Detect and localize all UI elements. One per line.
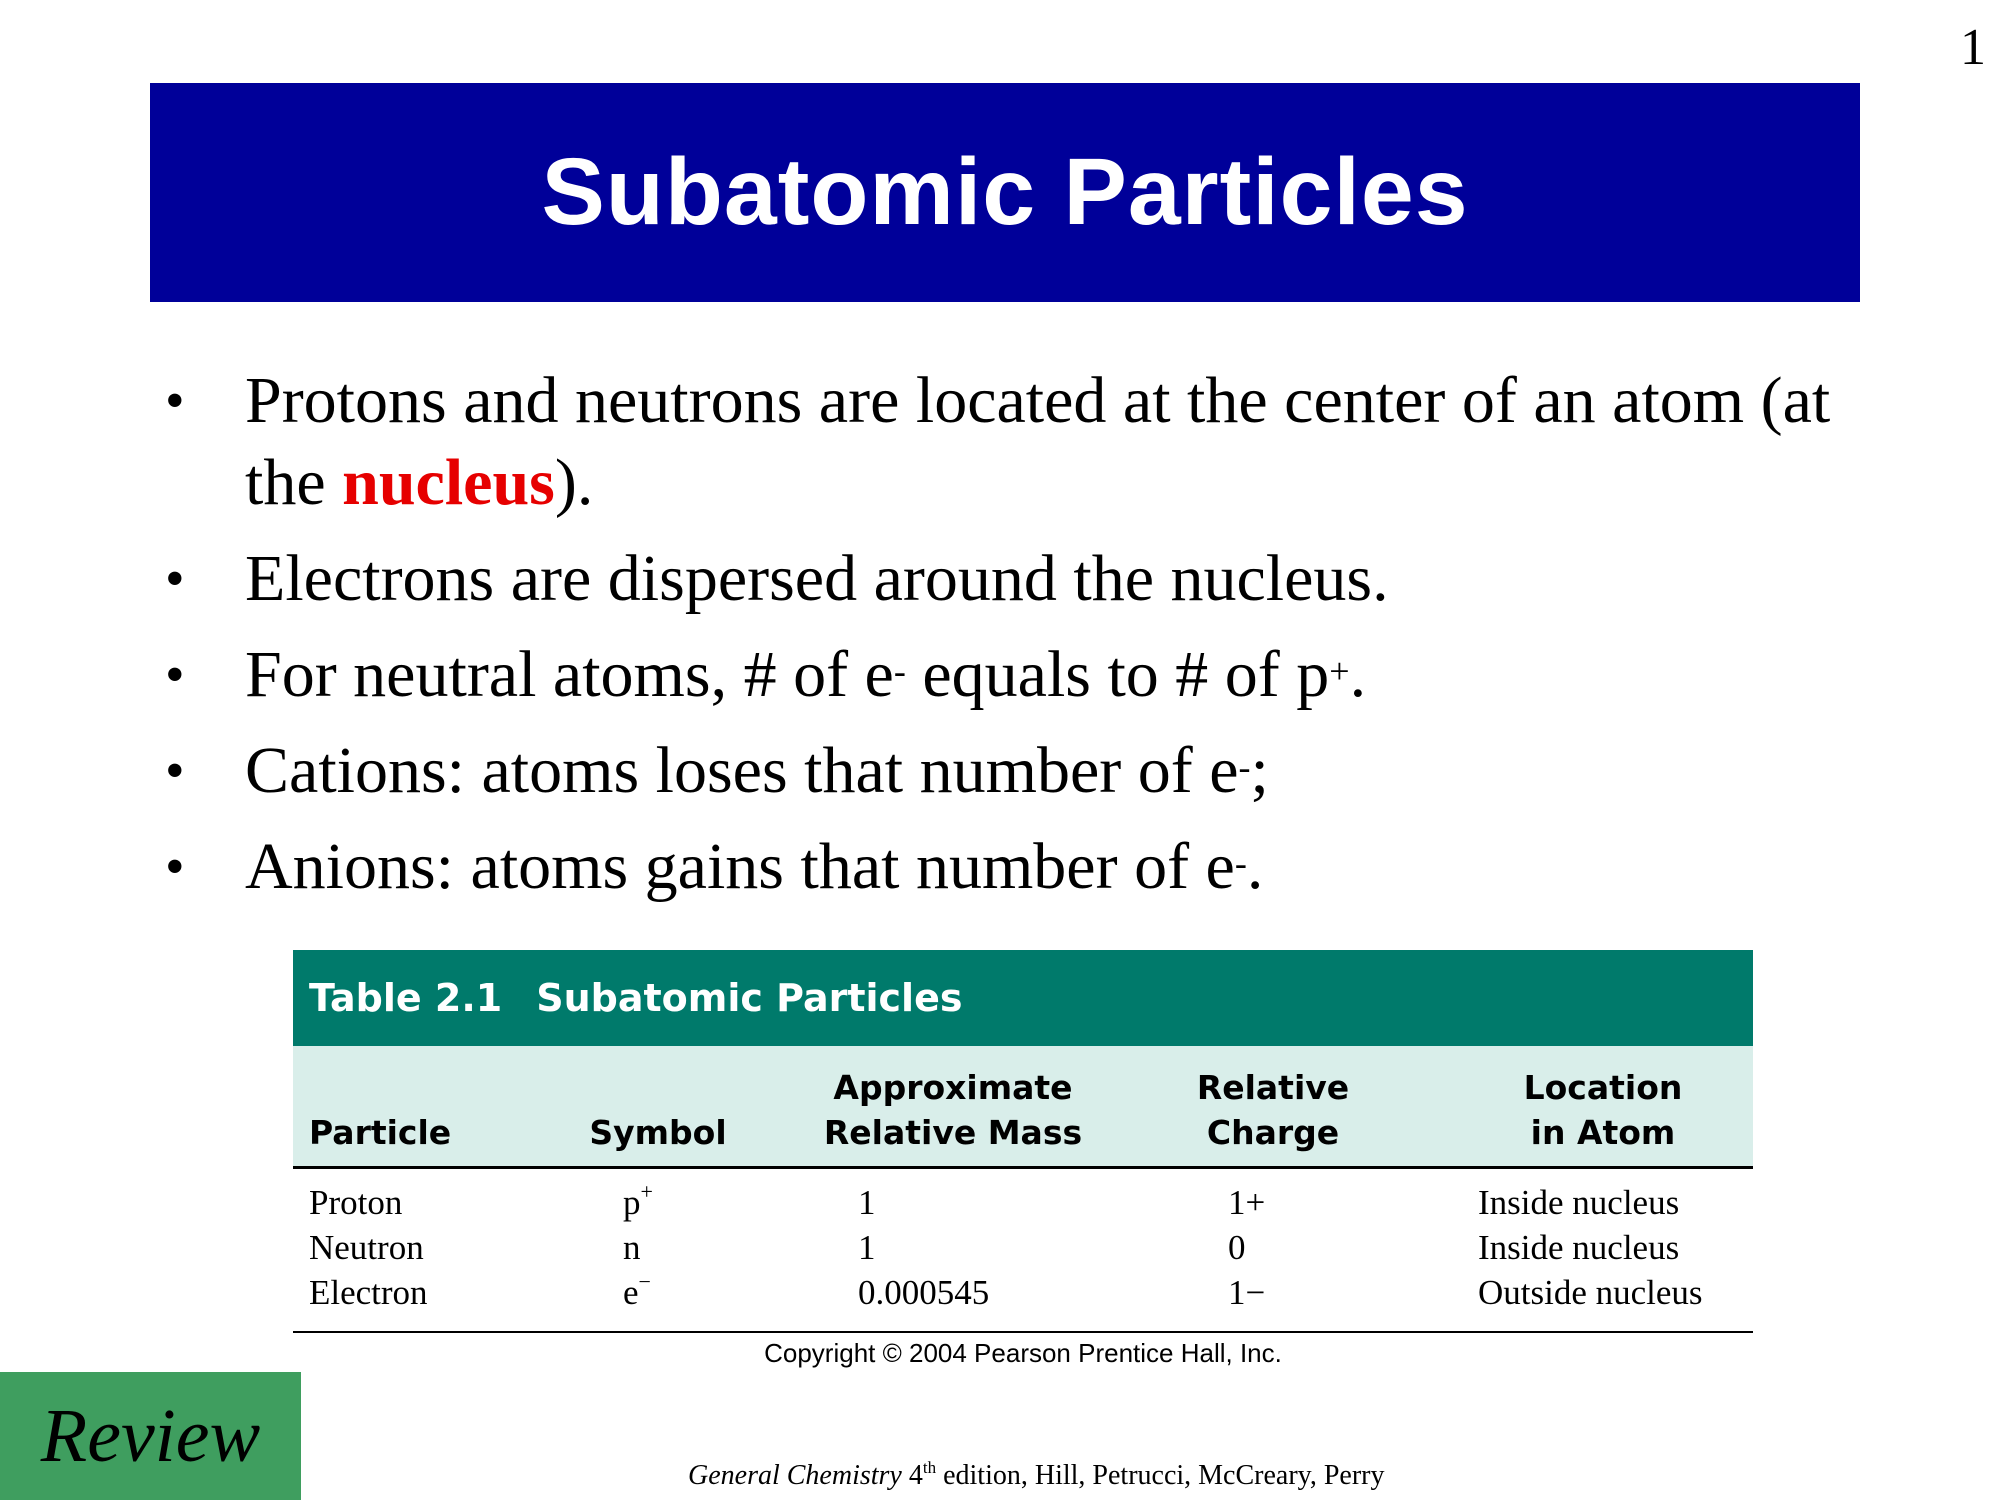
bullet-dot-icon: • <box>165 836 185 898</box>
review-text: Review <box>40 1393 261 1478</box>
table-column-headers <box>293 1046 1753 1169</box>
cell-mass: 1 <box>858 1183 876 1222</box>
bullet-dot-icon: • <box>165 644 185 706</box>
bullet-text: Anions: atoms gains that number of e-. <box>245 830 1264 903</box>
cell-charge: 1− <box>1228 1273 1266 1312</box>
header-location: Location in Atom <box>1523 1068 1683 1152</box>
cell-symbol: n <box>623 1228 641 1267</box>
cell-location: Inside nucleus <box>1478 1228 1680 1267</box>
footer-citation: General Chemistry 4th edition, Hill, Petrucci, McCreary, Perry <box>688 1458 1385 1491</box>
title-banner <box>150 83 1860 302</box>
header-symbol: Symbol <box>589 1113 727 1152</box>
header-mass: Approximate Relative Mass <box>823 1068 1083 1152</box>
table-title: Subatomic Particles <box>536 976 963 1020</box>
cell-charge: 0 <box>1228 1228 1246 1267</box>
bullet-dot-icon: • <box>165 548 185 610</box>
cell-mass: 0.000545 <box>858 1273 990 1312</box>
page-number: 1 <box>1960 19 1986 76</box>
cell-symbol: e− <box>623 1269 651 1312</box>
subatomic-table <box>293 950 1753 1333</box>
bullet-item <box>165 360 1865 524</box>
header-particle: Particle <box>309 1113 452 1152</box>
cell-mass: 1 <box>858 1228 876 1267</box>
bullet-text: Electrons are dispersed around the nucleus. <box>245 542 1389 615</box>
cell-charge: 1+ <box>1228 1183 1266 1222</box>
bullet-text: Protons and neutrons are located at the center of an atom (at the nucleus). <box>245 364 1831 519</box>
table-caption <box>293 950 1753 1046</box>
cell-particle: Proton <box>309 1183 403 1222</box>
bullet-text: For neutral atoms, # of e- equals to # of p+. <box>245 638 1367 711</box>
cell-particle: Neutron <box>309 1228 424 1267</box>
cell-particle: Electron <box>309 1273 428 1312</box>
bullet-item <box>165 634 1865 716</box>
slide-title: Subatomic Particles <box>541 139 1469 245</box>
bullet-dot-icon: • <box>165 740 185 802</box>
cell-location: Outside nucleus <box>1478 1273 1703 1312</box>
bullet-item <box>165 826 1865 908</box>
bullet-dot-icon: • <box>165 370 185 432</box>
copyright-notice: Copyright © 2004 Pearson Prentice Hall, Inc. <box>764 1338 1282 1368</box>
bullet-list <box>165 360 1865 922</box>
highlight-nucleus: nucleus <box>342 446 555 519</box>
bullet-item <box>165 730 1865 812</box>
table-body <box>293 1169 1753 1333</box>
bullet-item <box>165 538 1865 620</box>
bullet-text: Cations: atoms loses that number of e-; <box>245 734 1269 807</box>
table-number: Table 2.1 <box>309 976 503 1020</box>
header-charge: Relative Charge <box>1196 1068 1350 1152</box>
cell-symbol: p+ <box>623 1179 653 1222</box>
review-label <box>0 1372 301 1500</box>
cell-location: Inside nucleus <box>1478 1183 1680 1222</box>
